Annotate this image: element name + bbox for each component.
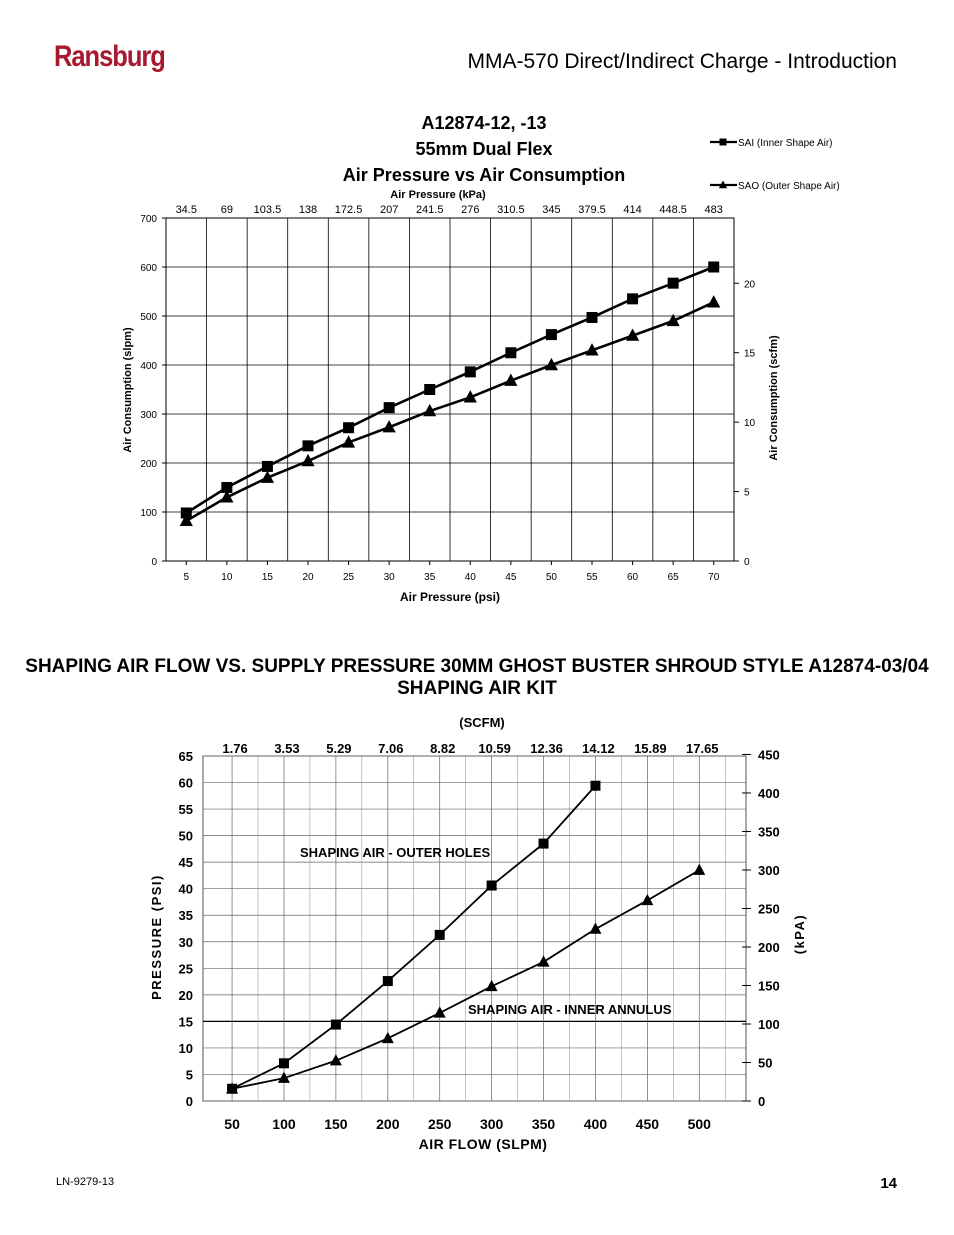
y-tick-label: 0 [185,1094,193,1109]
x2-tick-label: 17.65 [686,741,719,756]
series-annotation: SHAPING AIR - INNER ANNULUS [468,1002,672,1017]
x2-tick-label: 448.5 [659,204,687,216]
x-tick-label: 150 [324,1116,348,1132]
y2-tick-label: 50 [758,1055,773,1071]
data-point [693,864,705,875]
y2-tick-label: 15 [744,348,756,360]
x2-tick-label: 414 [623,204,642,216]
x2-tick-label: 1.76 [222,741,248,756]
section-title [0,656,954,700]
y-tick-label: 40 [178,881,193,897]
data-point [589,923,601,934]
x-tick-label: 70 [708,572,720,583]
x-tick-label: 5 [183,572,190,583]
y-tick-label: 400 [140,361,157,372]
data-point [668,278,679,289]
x-tick-label: 200 [376,1116,400,1132]
x2-axis-label: (SCFM) [459,715,505,730]
x-axis-label: Air Pressure (psi) [399,590,501,604]
x-tick-label: 500 [687,1116,711,1132]
x-tick-label: 300 [479,1116,504,1132]
data-point [539,839,549,849]
data-point [279,1058,289,1068]
x2-tick-label: 12.36 [530,741,563,756]
ransburg-logo: Ransburg [54,40,165,73]
y2-axis-label: Air Consumption (scfm) [768,335,780,461]
x-tick-label: 50 [545,572,557,583]
x2-tick-label: 15.89 [634,741,667,756]
y2-axis-label: (kPA) [792,913,807,955]
data-point [486,980,498,991]
x2-tick-label: 379.5 [578,204,606,216]
y2-tick-label: 300 [758,862,780,878]
data-point [590,781,600,791]
y2-tick-label: 0 [744,557,750,568]
x2-tick-label: 34.5 [175,204,197,216]
data-point [465,366,476,377]
y2-tick-label: 400 [758,785,780,801]
data-point [331,1020,341,1030]
data-point [707,295,720,307]
data-point [546,329,557,340]
x-tick-label: 350 [531,1116,556,1132]
data-point [262,461,273,472]
y2-tick-label: 100 [758,1016,780,1032]
page-number: 14 [880,1175,897,1192]
y-tick-label: 200 [140,459,157,470]
y-tick-label: 700 [140,214,157,225]
x-tick-label: 40 [464,572,476,583]
x-tick-label: 65 [667,572,679,583]
x2-tick-label: 5.29 [326,741,352,756]
data-point [538,955,550,966]
legend-label: SAO (Outer Shape Air) [738,181,840,192]
x2-tick-label: 10.59 [478,741,511,756]
x-tick-label: 250 [428,1116,452,1132]
y-tick-label: 20 [178,987,193,1003]
x2-tick-label: 483 [704,204,723,216]
x-tick-label: 30 [383,572,395,583]
data-point [384,402,395,413]
y2-tick-label: 5 [744,487,750,499]
y-tick-label: 35 [178,908,193,924]
y2-tick-label: 200 [758,939,780,955]
y-tick-label: 30 [178,934,193,950]
x-tick-label: 45 [505,572,517,583]
y-tick-label: 60 [178,775,193,791]
y2-tick-label: 10 [744,418,756,430]
x-tick-label: 50 [224,1116,240,1132]
y-tick-label: 55 [178,802,193,818]
x2-tick-label: 69 [220,204,233,216]
y2-tick-label: 350 [758,824,780,840]
x2-tick-label: 3.53 [274,741,300,756]
y2-tick-label: 450 [758,747,780,763]
y-tick-label: 15 [178,1014,193,1030]
series-annotation: SHAPING AIR - OUTER HOLES [300,845,491,860]
legend-label: SAI (Inner Shape Air) [738,138,833,149]
y-axis-label: PRESSURE (PSI) [149,874,164,1000]
data-point [587,312,598,323]
y2-tick-label: 250 [758,901,780,917]
data-point [641,894,653,905]
x-tick-label: 100 [272,1116,296,1132]
y-tick-label: 0 [151,557,157,568]
y-tick-label: 500 [140,312,157,323]
x-tick-label: 20 [302,572,314,583]
y-tick-label: 65 [178,749,193,764]
data-point [303,440,314,451]
data-point [708,262,719,273]
x2-axis-label: Air Pressure (kPa) [390,189,486,201]
data-point [505,347,516,358]
data-point [382,1032,394,1043]
chart-title-line: A12874-12, -13 [421,113,547,133]
y-tick-label: 100 [140,508,157,519]
y-tick-label: 600 [140,263,157,274]
y2-tick-label: 20 [744,279,756,291]
air-consumption-chart [0,100,954,620]
section-title-text: SHAPING AIR FLOW VS. SUPPLY PRESSURE 30MM GHOST BUSTER SHROUD STYLE A12874-03/04 SHAPING AIR KIT [25,656,929,699]
x2-tick-label: 172.5 [334,204,363,216]
x2-tick-label: 241.5 [415,204,444,216]
data-point [343,422,354,433]
data-point [434,1006,446,1017]
legend-marker [720,139,727,146]
y-tick-label: 10 [178,1040,193,1056]
plot-area-border [203,756,746,1101]
x2-tick-label: 14.12 [582,741,615,756]
chart-title-line: 55mm Dual Flex [415,139,553,159]
y-tick-label: 45 [178,855,193,871]
y-tick-label: 5 [185,1067,193,1083]
y2-tick-label: 0 [758,1094,766,1109]
x-tick-label: 25 [343,572,355,583]
data-point [487,881,497,891]
x2-tick-label: 103.5 [253,204,282,216]
x-axis-label: AIR FLOW (SLPM) [418,1136,548,1152]
y-tick-label: 50 [178,828,193,844]
shaping-air-flow-chart [0,710,954,1160]
page-header-title: MMA-570 Direct/Indirect Charge - Introduction [467,50,897,73]
x-tick-label: 450 [635,1116,660,1132]
x2-tick-label: 345 [542,204,561,216]
x-tick-label: 400 [583,1116,608,1132]
doc-number: LN-9279-13 [56,1176,115,1188]
x-tick-label: 10 [221,572,233,583]
x2-tick-label: 276 [461,204,480,216]
x-tick-label: 55 [586,572,598,583]
x2-tick-label: 7.06 [378,741,404,756]
y2-tick-label: 150 [758,978,780,994]
x-tick-label: 15 [261,572,273,583]
data-point [424,384,435,395]
x2-tick-label: 8.82 [430,741,456,756]
y-tick-label: 25 [178,961,193,977]
y-axis-label: Air Consumption (slpm) [122,327,134,453]
x-tick-label: 60 [627,572,639,583]
x-tick-label: 35 [424,572,436,583]
data-point [435,930,445,940]
y-tick-label: 300 [140,410,157,421]
chart-title-line: Air Pressure vs Air Consumption [342,165,626,185]
data-point [383,976,393,986]
x2-tick-label: 207 [379,204,399,216]
x2-tick-label: 138 [298,204,318,216]
x2-tick-label: 310.5 [497,204,525,216]
data-point [627,293,638,304]
